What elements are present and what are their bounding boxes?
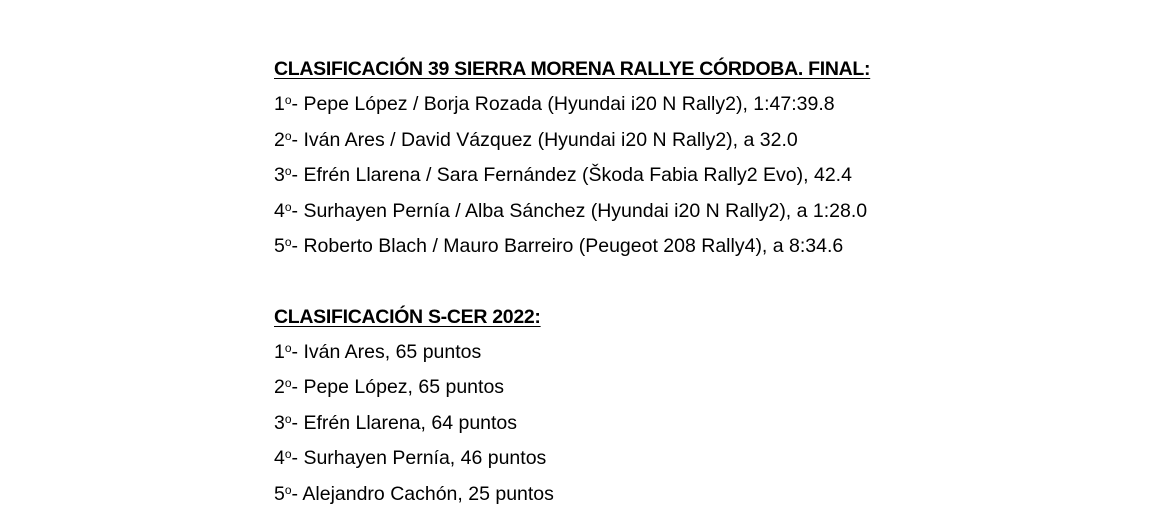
entry-text: - Pepe López / Borja Rozada (Hyundai i20 N Rally2), 1:47:39.8 [291, 93, 835, 115]
ordinal-indicator: o [284, 482, 292, 497]
ordinal-indicator: o [284, 93, 292, 107]
list-item [274, 123, 1154, 159]
ordinal-indicator: o [284, 447, 292, 461]
list-item [274, 370, 1154, 406]
position-number: 2 [274, 128, 285, 151]
rally-final-classification-section [274, 52, 1154, 265]
position-number: 3 [274, 164, 285, 186]
position-number: 4 [274, 447, 285, 469]
list-item [274, 335, 1154, 371]
entry-text: - Surhayen Pernía / Alba Sánchez (Hyundai i20 N Rally2), a 1:28.0 [291, 199, 868, 222]
list-item [274, 477, 1154, 513]
position-number: 5 [274, 235, 285, 257]
ordinal-indicator: o [284, 340, 292, 355]
ordinal-indicator: o [284, 376, 292, 390]
entry-text: - Roberto Blach / Mauro Barreiro (Peugeot 208 Rally4), a 8:34.6 [291, 235, 844, 257]
position-number: 1 [274, 93, 285, 115]
position-number: 4 [274, 199, 285, 222]
entry-text: - Efrén Llarena / Sara Fernández (Škoda Fabia Rally2 Evo), 42.4 [291, 164, 852, 186]
position-number: 1 [274, 340, 285, 363]
section-heading: CLASIFICACIÓN 39 SIERRA MORENA RALLYE CÓRDOBA. FINAL: [274, 58, 871, 80]
entry-text: - Iván Ares / David Vázquez (Hyundai i20 N Rally2), a 32.0 [291, 128, 798, 151]
entry-text: - Alejandro Cachón, 25 puntos [291, 482, 554, 505]
entry-text: - Pepe López, 65 puntos [291, 376, 505, 398]
list-item [274, 229, 1154, 265]
section-heading: CLASIFICACIÓN S-CER 2022: [274, 305, 541, 328]
entry-text: - Iván Ares, 65 puntos [291, 340, 482, 363]
list-item [274, 194, 1154, 230]
position-number: 2 [274, 376, 285, 398]
ordinal-indicator: o [284, 164, 292, 178]
entry-text: - Efrén Llarena, 64 puntos [291, 411, 518, 434]
list-item [274, 87, 1154, 123]
position-number: 5 [274, 482, 285, 505]
list-item [274, 406, 1154, 442]
entry-text: - Surhayen Pernía, 46 puntos [291, 447, 547, 469]
championship-standings-section [274, 300, 1154, 513]
ordinal-indicator: o [284, 235, 292, 249]
ordinal-indicator: o [284, 199, 292, 214]
list-item [274, 441, 1154, 477]
list-item [274, 158, 1154, 194]
ordinal-indicator: o [284, 128, 292, 143]
ordinal-indicator: o [284, 411, 292, 426]
document-body [274, 52, 1154, 512]
position-number: 3 [274, 411, 285, 434]
